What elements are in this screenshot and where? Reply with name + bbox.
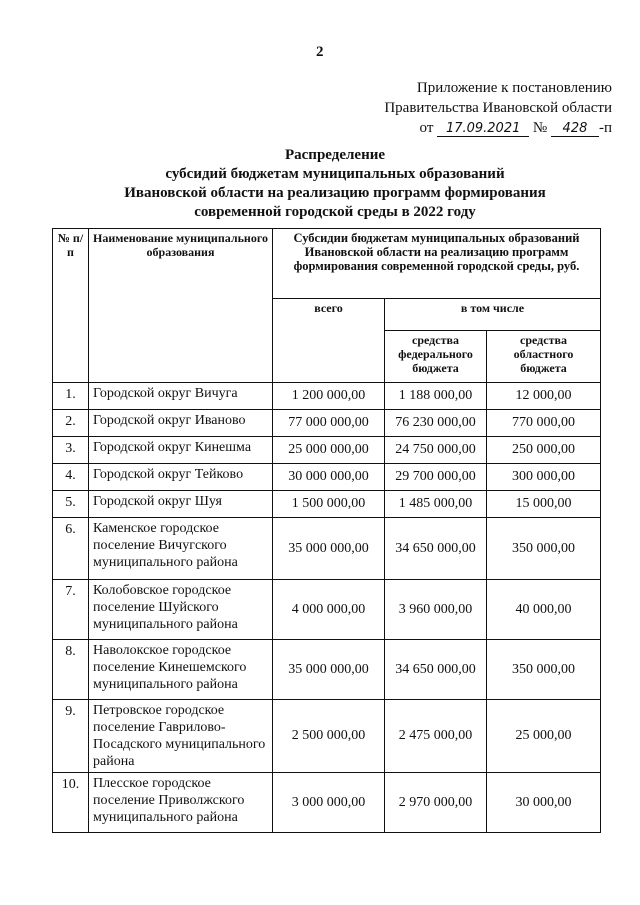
page-number: 2 [316,44,324,60]
federal-amount: 1 188 000,00 [385,383,487,410]
table-row [53,491,601,518]
header-including: в том числе [385,299,601,331]
from-label: от [419,120,434,136]
row-number: 1. [53,383,89,410]
table-row [53,640,601,700]
federal-amount: 1 485 000,00 [385,491,487,518]
appendix-line1: Приложение к постановлению [416,80,612,96]
row-number: 9. [53,700,89,773]
regional-amount: 30 000,00 [487,773,601,833]
subsidy-table [52,228,601,833]
total-amount: 30 000 000,00 [273,464,385,491]
total-amount: 1 500 000,00 [273,491,385,518]
municipality-name: Каменское городское поселение Вичугского муниципального района [89,518,273,580]
table-row [53,410,601,437]
appendix-block [384,78,612,138]
federal-amount: 24 750 000,00 [385,437,487,464]
title-line: субсидий бюджетам муниципальных образований [165,166,505,182]
federal-amount: 29 700 000,00 [385,464,487,491]
federal-amount: 2 970 000,00 [385,773,487,833]
header-federal: средства федерального бюджета [385,331,487,383]
regional-amount: 770 000,00 [487,410,601,437]
regional-amount: 350 000,00 [487,518,601,580]
total-amount: 25 000 000,00 [273,437,385,464]
row-number: 3. [53,437,89,464]
federal-amount: 2 475 000,00 [385,700,487,773]
number-suffix: -п [598,120,612,136]
document-title [60,146,610,222]
total-amount: 3 000 000,00 [273,773,385,833]
table-row [53,383,601,410]
row-number: 2. [53,410,89,437]
municipality-name: Наволокское городское поселение Кинешемского муниципального района [89,640,273,700]
row-number: 8. [53,640,89,700]
table-row [53,700,601,773]
municipality-name: Плесское городское поселение Приволжского муниципального района [89,773,273,833]
appendix-date-line [384,118,612,138]
number-label: № [532,120,548,136]
regional-amount: 12 000,00 [487,383,601,410]
total-amount: 35 000 000,00 [273,518,385,580]
header-total: всего [273,299,385,383]
regional-amount: 15 000,00 [487,491,601,518]
total-amount: 77 000 000,00 [273,410,385,437]
table-row [53,437,601,464]
row-number: 7. [53,580,89,640]
municipality-name: Городской округ Вичуга [89,383,273,410]
federal-amount: 76 230 000,00 [385,410,487,437]
title-line: Распределение [284,147,386,163]
regional-amount: 350 000,00 [487,640,601,700]
total-amount: 4 000 000,00 [273,580,385,640]
municipality-name: Петровское городское поселение Гаврилово-Посадского муниципального района [89,700,273,773]
municipality-name: Городской округ Шуя [89,491,273,518]
municipality-name: Колобовское городское поселение Шуйского муниципального района [89,580,273,640]
title-line: современной городской среды в 2022 году [194,204,476,220]
table-row [53,518,601,580]
federal-amount: 34 650 000,00 [385,518,487,580]
table-row [53,580,601,640]
row-number: 6. [53,518,89,580]
row-number: 4. [53,464,89,491]
regional-amount: 40 000,00 [487,580,601,640]
total-amount: 2 500 000,00 [273,700,385,773]
appendix-line2: Правительства Ивановской области [384,100,612,116]
federal-amount: 3 960 000,00 [385,580,487,640]
municipality-name: Городской округ Кинешма [89,437,273,464]
header-name: Наименование муниципального образования [89,229,273,383]
municipality-name: Городской округ Тейково [89,464,273,491]
federal-amount: 34 650 000,00 [385,640,487,700]
table-row [53,464,601,491]
total-amount: 1 200 000,00 [273,383,385,410]
header-subsidy: Субсидии бюджетам муниципальных образований Ивановской области на реализацию программ формирования современной городской среды, руб. [273,229,601,299]
handwritten-number: 428 [551,121,599,137]
row-number: 5. [53,491,89,518]
title-line: Ивановской области на реализацию программ формирования [124,185,546,201]
regional-amount: 300 000,00 [487,464,601,491]
municipality-name: Городской округ Иваново [89,410,273,437]
row-number: 10. [53,773,89,833]
total-amount: 35 000 000,00 [273,640,385,700]
handwritten-date: 17.09.2021 [437,121,529,137]
header-regional: средства областного бюджета [487,331,601,383]
header-num: № п/п [53,229,89,383]
regional-amount: 250 000,00 [487,437,601,464]
regional-amount: 25 000,00 [487,700,601,773]
table-row [53,773,601,833]
